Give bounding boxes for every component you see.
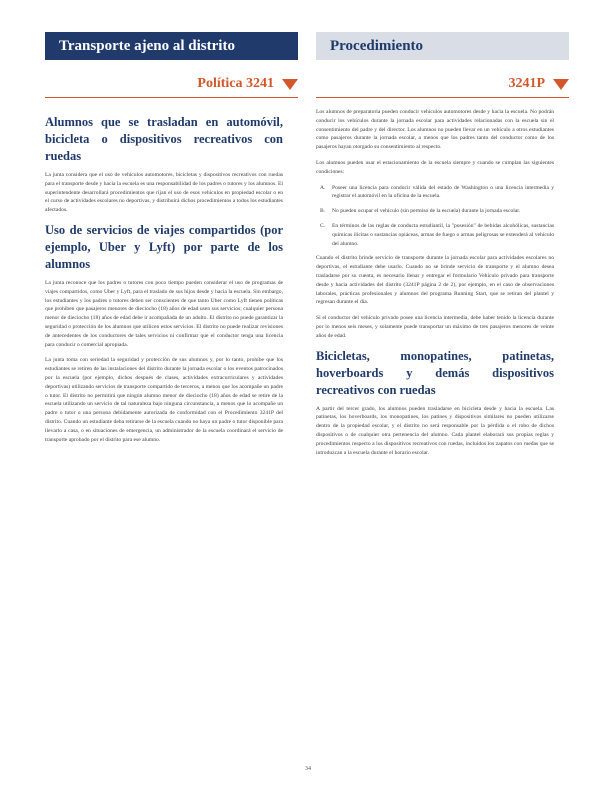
section-title-left: Transporte ajeno al distrito <box>59 38 235 54</box>
paragraph: A partir del tercer grado, los alumnos pueden trasladarse en bicicleta desde y hacia la escuela. Las patinetas, los hoverboards, los monopatines, los patines y dispositivos similares no pueden utilizarse dentro de la propiedad escolar, y el distrito no será responsable por la pérdida o el robo de dichos dispositivos o de cualquier otra pertenencia del alumno. Cada plantel elaborará sus propias reglas y procedimientos respecto a los dispositivos recreativos con ruedas, incluidos los zapatos con ruedas que se introduzcan a la escuela durante el horario escolar. <box>316 405 554 456</box>
list-item <box>316 207 554 216</box>
paragraph: Si el conductor del vehículo privado posee una licencia intermedia, debe haber tenido la licencia durante por lo menos seis meses, y solamente puede transportar un máximo de tres pasajeros menores de veinte años de edad. <box>316 315 554 339</box>
list-item <box>316 222 554 248</box>
list-letter: B. <box>320 208 326 215</box>
list-text: No pueden ocupar el vehículo (sin permiso de la escuela) durante la jornada escolar. <box>332 208 521 215</box>
divider-left <box>45 97 298 98</box>
page-number: 34 <box>305 766 311 772</box>
paragraph: La junta toma con seriedad la seguridad y protección de sus alumnos y, por lo tanto, prohíbe que los estudiantes se retiren de las instalaciones del distrito durante la jornada escolar o los eventos patrocinados por la escuela (por ejemplo, dichos después de clases, actividades extracurriculares y actividades deportivas) utilizando servicios de transporte compartido de terceros, a menos que los acompañe un padre o tutor. El distrito no permitirá que ningún alumno menor de dieciocho (18) años de edad se retire de la escuela utilizando un servicio de tal naturaleza bajo ninguna circunstancia, a menos que lo acompañe un padre o tutor o una persona debidamente autorizada de conformidad con el Procedimiento 3241P del distrito. Cuando un estudiante deba retirarse de la escuela cuando no haya un padre o tutor disponible para llevarlo a casa, o en situaciones de emergencia, un administrador de la escuela coordinará el servicio de transporte aprobado por el distrito para ese alumno. <box>45 357 283 443</box>
triangle-down-icon <box>282 79 298 90</box>
policy-label-left-row <box>45 74 298 94</box>
list-item <box>316 184 554 202</box>
conditions-list <box>316 184 554 249</box>
paragraph: Los alumnos de preparatoria pueden conducir vehículos automotores desde y hacia la escuela. No podrán conducir los vehículos durante la jornada escolar para actividades relacionadas con la escuela sin el consentimiento del padre y del director. Los alumnos no pueden llevar en un vehículo a otros estudiantes como pasajeros durante la jornada escolar, a menos que los padres tanto del conductor como de los pasajeros hayan otorgado su consentimiento al respecto. <box>316 109 554 151</box>
heading-rideshare: Uso de servicios de viajes compartidos (por ejemplo, Uber y Lyft) por parte de los alumnos <box>45 222 283 271</box>
list-letter: A. <box>320 184 326 191</box>
right-column <box>316 108 554 464</box>
policy-label-right: 3241P <box>508 76 545 91</box>
paragraph: La junta considera que el uso de vehículos automotores, bicicletas y dispositivos recreativos con ruedas para el transporte desde y hacia la escuela es una responsabilidad de los padres o tutores y los alumnos. El superintendente desarrollará procedimientos que rijan el uso de esos vehículos en propiedad escolar o en el curso de actividades escolares no deportivas, y distribuirá dichos procedimientos a todos los estudiantes afectados. <box>45 172 283 214</box>
left-column <box>45 108 283 451</box>
heading-vehicles: Alumnos que se trasladan en automóvil, bicicleta o dispositivos recreativos con ruedas <box>45 115 283 163</box>
section-banner-right <box>316 32 569 60</box>
heading-bicycles: Bicicletas, monopatines, patinetas, hoverboards y demás dispositivos recreativos con ruedas <box>316 348 554 397</box>
list-text: En términos de las reglas de conducta estudiantil, la "posesión" de bebidas alcohólicas, sustancias químicas ilícitas o sustancias opiáceas, armas de fuego o armas peligrosas se extenderá al vehículo del alumno. <box>332 222 554 247</box>
policy-label-right-row <box>316 74 569 94</box>
section-banner-left <box>45 32 298 60</box>
section-title-right: Procedimiento <box>330 38 424 54</box>
triangle-down-icon <box>553 79 569 90</box>
paragraph: Cuando el distrito brinde servicio de transporte durante la jornada escolar para actividades escolares no deportivas, el estudiante debe usarlo. Cuando no se brinde servicio de transporte y el alumno desea trasladarse por su cuenta, es necesario llenar y entregar el formulario Vehículo privado para transporte desde y hacia actividades del distrito (3241P página 2 de 2), por ejemplo, en el caso de observaciones laborales, prácticas profesionales y alumnos del programa Running Start, que se retiran del plantel y regresan durante el día. <box>316 255 554 306</box>
paragraph: La junta reconoce que los padres o tutores con poco tiempo pueden considerar el uso de programas de viajes compartidos, como Uber y Lyft, para el traslado de sus hijos desde y hacia la escuela. Sin embargo, los estudiantes y los padres o tutores deben ser conscientes de que tanto Uber como Lyft tienen políticas que prohíben que pasajeros menores de dieciocho (18) años de edad usen sus servicios; cualquier persona menor de dieciocho (18) años de edad debe ir acompañada de un adulto. El distrito no puede garantizar la seguridad o protección de los alumnos que utilicen estos servicios. El distrito no puede realizar revisiones de antecedentes de los conductores de tales servicios ni confirmar que el conductor tenga una licencia para conducir o comercial apropiada. <box>45 279 283 348</box>
list-text: Poseer una licencia para conducir válida del estado de Washington o una licencia intermedia y registrar el automóvil en la oficina de la escuela. <box>332 184 554 200</box>
list-letter: C. <box>320 222 326 229</box>
paragraph: Los alumnos pueden usar el estacionamiento de la escuela siempre y cuando se cumplan las siguientes condiciones: <box>316 159 554 175</box>
policy-label-left: Política 3241 <box>197 76 274 91</box>
divider-right <box>316 97 569 98</box>
